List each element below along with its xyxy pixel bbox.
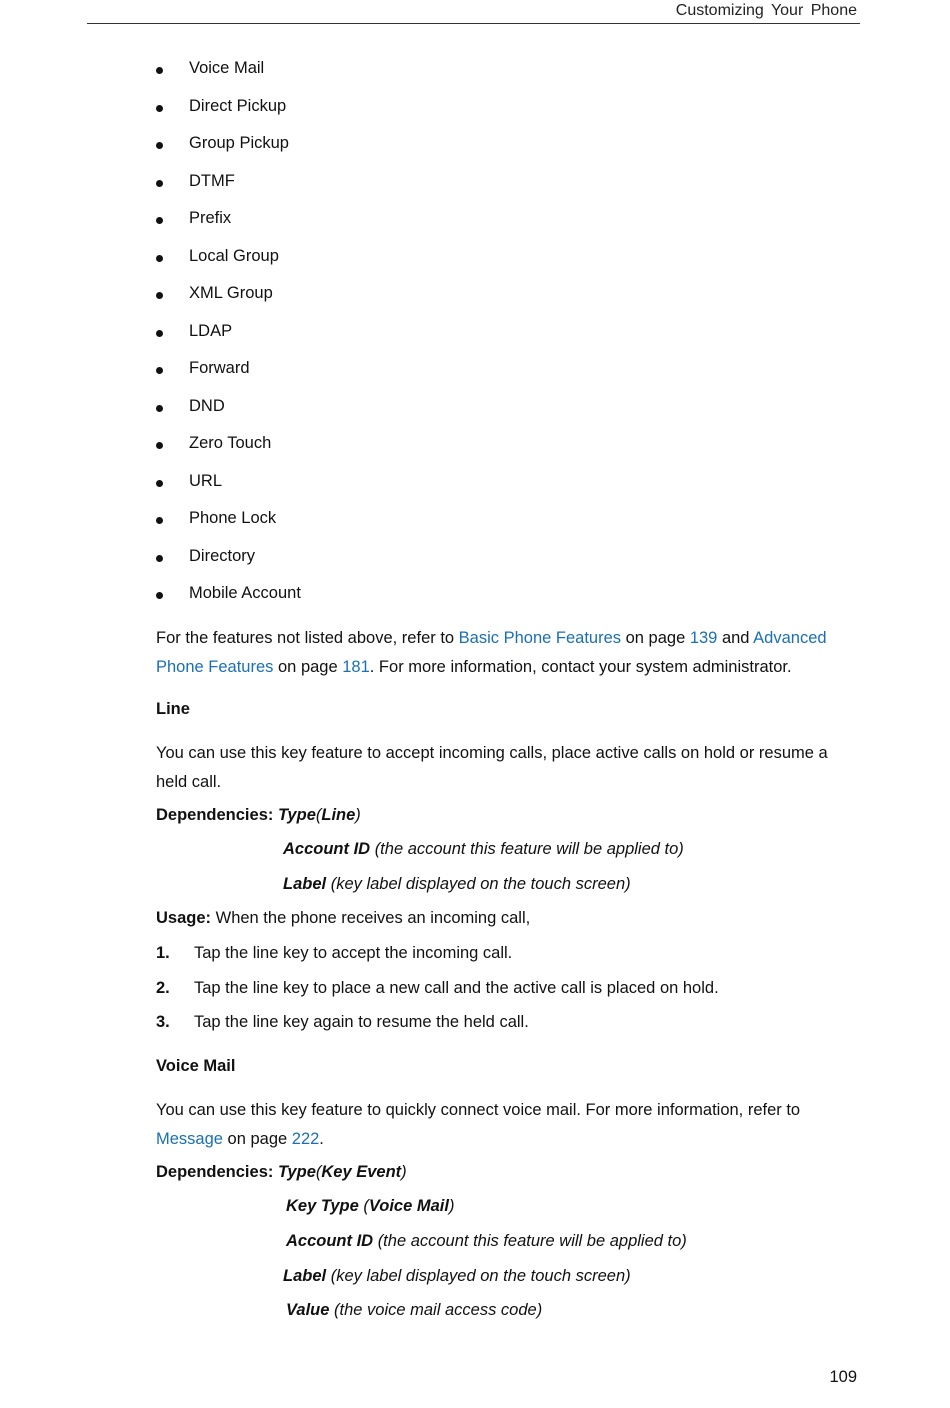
intro-paragraph — [156, 624, 846, 681]
step-number: 3. — [156, 1013, 170, 1031]
link-advanced-phone-features-cont[interactable]: Phone Features — [156, 657, 274, 676]
voicemail-description: You can use this key feature to quickly connect voice mail. For more information, refer to Message on page 222. — [156, 1101, 801, 1148]
link-advanced-phone-features[interactable]: Advanced — [753, 629, 827, 647]
line-dep-account: Account ID (the account this feature will be applied to) — [283, 840, 684, 858]
voicemail-dep-label: Label (key label displayed on the touch screen) — [283, 1267, 631, 1285]
step-number: 2. — [156, 979, 170, 997]
voicemail-dep-keytype: Key Type (Voice Mail) — [286, 1197, 455, 1215]
link-page-181[interactable]: 181 — [342, 657, 370, 676]
step-number: 1. — [156, 944, 170, 962]
intro-line-1: For the features not listed above, refer to Basic Phone Features on page 139 and Advanced — [156, 629, 827, 647]
line-description: You can use this key feature to accept incoming calls, place active calls on hold or resume a held call. — [156, 744, 828, 791]
bullet-icon — [156, 180, 163, 187]
line-usage: Usage: When the phone receives an incoming call, — [156, 909, 531, 927]
line-heading: Line — [156, 700, 190, 718]
bullet-icon — [156, 442, 163, 449]
link-basic-phone-features[interactable]: Basic Phone Features — [458, 629, 622, 647]
voicemail-dep-value: Value (the voice mail access code) — [286, 1301, 543, 1319]
bullet-icon — [156, 367, 163, 374]
voicemail-dep-account: Account ID (the account this feature will be applied to) — [286, 1232, 687, 1250]
bullet-icon — [156, 517, 163, 524]
bullet-icon — [156, 292, 163, 299]
step-text: Tap the line key again to resume the held call. — [194, 1013, 529, 1031]
bullet-icon — [156, 105, 163, 112]
bullet-icon — [156, 255, 163, 262]
header-rule — [87, 23, 860, 24]
voicemail-heading: Voice Mail — [156, 1057, 236, 1075]
link-page-222[interactable]: 222 — [291, 1129, 320, 1148]
bullet-icon — [156, 142, 163, 149]
step-text: Tap the line key to accept the incoming call. — [194, 944, 513, 962]
step-text: Tap the line key to place a new call and the active call is placed on hold. — [194, 979, 719, 997]
page-number: 109 — [829, 1368, 857, 1386]
bullet-icon — [156, 405, 163, 412]
header-title: Customizing Your Phone — [675, 2, 857, 19]
intro-line-2: Phone Features on page 181. For more information, contact your system administrator. — [156, 657, 792, 676]
bullet-icon — [156, 592, 163, 599]
line-dependencies: Dependencies: Type(Line) — [156, 806, 361, 824]
bullet-icon — [156, 555, 163, 562]
bullet-icon — [156, 330, 163, 337]
bullet-icon — [156, 67, 163, 74]
link-message[interactable]: Message — [156, 1129, 223, 1148]
bullet-icon — [156, 480, 163, 487]
link-page-139[interactable]: 139 — [689, 629, 718, 647]
bullet-icon — [156, 217, 163, 224]
voicemail-dependencies: Dependencies: Type(Key Event) — [156, 1163, 407, 1181]
line-dep-label: Label (key label displayed on the touch screen) — [283, 875, 631, 893]
